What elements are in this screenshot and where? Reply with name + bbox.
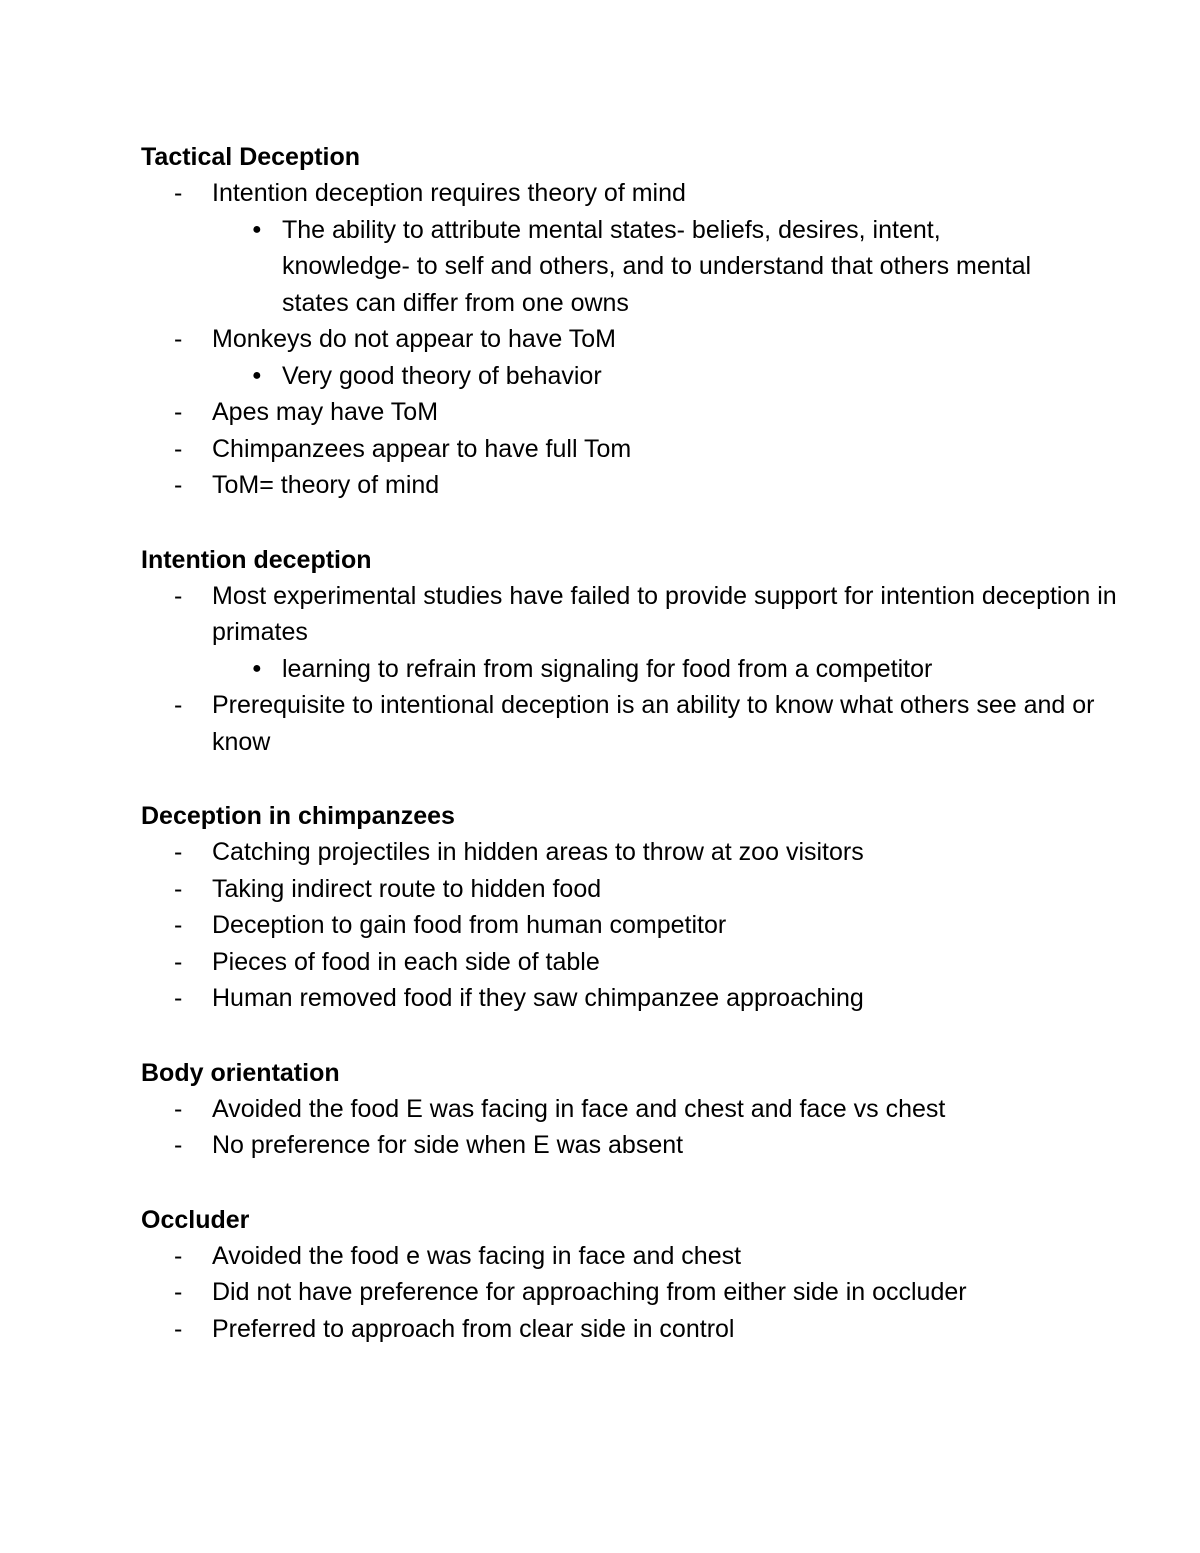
list-item — [141, 578, 1132, 651]
list-item-text: Human removed food if they saw chimpanzee approaching — [212, 984, 864, 1012]
section-heading: Intention deception — [141, 545, 372, 574]
section-intention-deception — [141, 540, 1117, 761]
list-item-text: No preference for side when E was absent — [212, 1131, 684, 1159]
dash-marker: - — [174, 1278, 183, 1306]
list-item — [141, 1238, 1132, 1275]
dash-marker: - — [174, 398, 183, 426]
bullet-marker: ● — [252, 659, 262, 677]
list-item — [141, 467, 1132, 504]
list-item — [141, 1274, 1132, 1311]
list-item — [141, 980, 1132, 1017]
dash-marker: - — [174, 1131, 183, 1159]
list-item — [141, 321, 1132, 358]
list-item-text: Did not have preference for approaching from either side in occluder — [212, 1278, 967, 1306]
dash-marker: - — [174, 325, 183, 353]
list-item — [141, 834, 1132, 871]
section-heading: Occluder — [141, 1205, 250, 1234]
list-item — [141, 394, 1132, 431]
list-item-text: Monkeys do not appear to have ToM — [212, 325, 616, 353]
dash-marker: - — [174, 434, 183, 463]
list-item-text: Taking indirect route to hidden food — [212, 874, 602, 903]
document-page — [141, 137, 1117, 1383]
list-item — [141, 944, 1132, 981]
list-item — [141, 175, 1132, 212]
list-item-text: Preferred to approach from clear side in control — [212, 1314, 735, 1343]
list-item-text: Deception to gain food from human competitor — [212, 911, 727, 939]
list-item — [141, 687, 1132, 760]
list-item-text: Catching projectiles in hidden areas to throw at zoo visitors — [212, 838, 864, 866]
list-item — [141, 907, 1132, 944]
section-deception-in-chimpanzees — [141, 796, 1101, 1017]
list-item — [141, 1091, 1132, 1128]
dash-marker: - — [174, 947, 183, 976]
dash-marker: - — [174, 1094, 183, 1123]
dash-marker: - — [174, 838, 183, 866]
dash-marker: - — [174, 1241, 183, 1270]
section-heading: Deception in chimpanzees — [141, 802, 455, 830]
dash-marker: - — [174, 691, 183, 719]
list-item — [141, 1311, 1132, 1348]
list-item-text: ToM= theory of mind — [212, 471, 440, 499]
section-heading: Tactical Deception — [141, 143, 361, 171]
list-item — [141, 431, 1132, 468]
list-item — [141, 871, 1132, 908]
section-body-orientation — [141, 1053, 1101, 1164]
sub-list-item — [141, 358, 1062, 395]
dash-marker: - — [174, 911, 183, 939]
list-item-text: Most experimental studies have failed to provide support for intention deception in primates — [212, 581, 1117, 646]
list-item-text: Prerequisite to intentional deception is an ability to know what others see and or know — [212, 691, 1095, 756]
section-tactical-deception — [141, 137, 1101, 504]
bullet-marker: ● — [252, 366, 262, 384]
list-item-text: Avoided the food E was facing in face and chest and face vs chest — [212, 1094, 946, 1123]
dash-marker: - — [174, 984, 183, 1012]
bullet-marker: ● — [252, 220, 262, 238]
list-item-text: Chimpanzees appear to have full Tom — [212, 434, 632, 463]
dash-marker: - — [174, 471, 183, 499]
sub-list-item — [141, 212, 1062, 322]
sub-list-item — [141, 651, 1062, 688]
dash-marker: - — [174, 1314, 183, 1343]
list-item-text: Avoided the food e was facing in face and chest — [212, 1241, 742, 1270]
dash-marker: - — [174, 874, 183, 903]
dash-marker: - — [174, 179, 183, 207]
list-item-text: Apes may have ToM — [212, 398, 439, 426]
sub-list-item-text: Very good theory of behavior — [282, 361, 602, 390]
list-item-text: Intention deception requires theory of mind — [212, 179, 686, 207]
list-item — [141, 1127, 1132, 1164]
sub-list-item-text: The ability to attribute mental states- beliefs, desires, intent, knowledge- to self and others, and to understand that others mental states can differ from one owns — [282, 215, 1032, 317]
section-occluder — [141, 1200, 1101, 1348]
dash-marker: - — [174, 581, 183, 610]
list-item-text: Pieces of food in each side of table — [212, 947, 600, 976]
sub-list-item-text: learning to refrain from signaling for food from a competitor — [282, 654, 933, 683]
section-heading: Body orientation — [141, 1058, 340, 1087]
